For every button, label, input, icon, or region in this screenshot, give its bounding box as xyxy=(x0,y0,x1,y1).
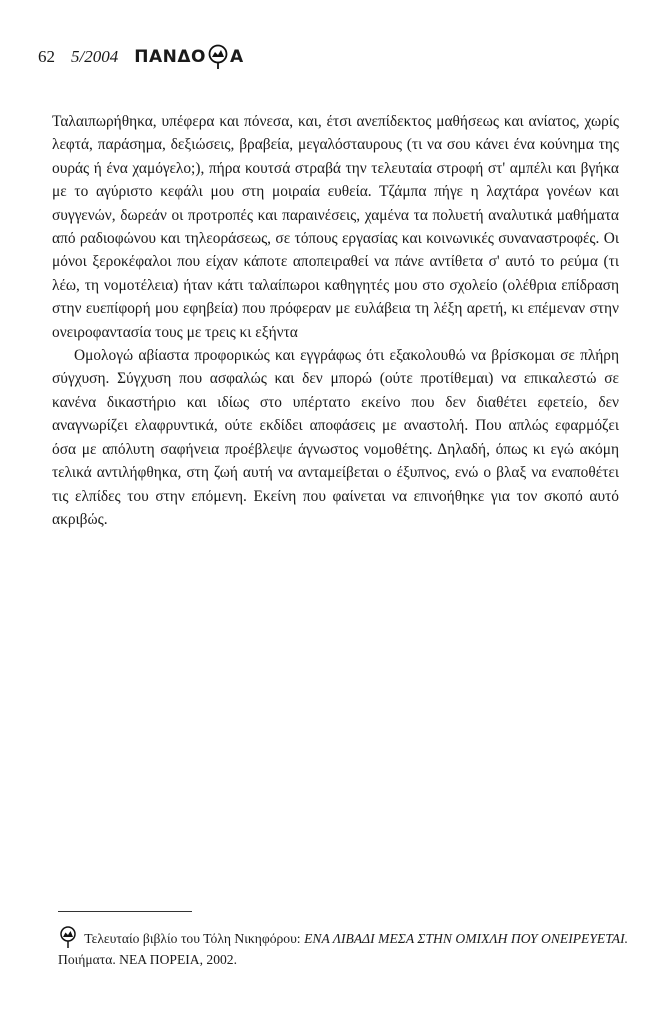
footnote-divider xyxy=(58,911,192,912)
footnote xyxy=(58,926,628,970)
footnote-book-title: ΕΝΑ ΛΙΒΑΔΙ ΜΕΣΑ ΣΤΗΝ ΟΜΙΧΛΗ ΠΟΥ ΟΝΕΙΡΕΥΕΤΑΙ. xyxy=(304,931,628,946)
page-number: 62 xyxy=(38,47,55,66)
pandora-logo-icon xyxy=(58,926,78,948)
article-body xyxy=(52,110,619,531)
pandora-logo-icon xyxy=(207,44,229,70)
magazine-title xyxy=(134,44,243,70)
magazine-title-right: Α xyxy=(229,47,244,67)
footnote-lead: Τελευταίο βιβλίο του Τόλη Νικηφόρου: xyxy=(84,931,301,946)
magazine-title-left: ΠΑΝΔΟ xyxy=(134,47,206,67)
paragraph: Ταλαιπωρήθηκα, υπέφερα και πόνεσα, και, έτσι ανεπίδεκτος μαθήσεως και ανίατος, χωρίς λεφτά, παράσημα, δεξιώσεις, βραβεία, μεγαλόσταυρους (τι να σου κάνει ένα κούνημα της ουράς ή ένα χαμόγελο;), πήρα κουτσά στραβά την τελευταία στροφή στ' αμπέλι και βγήκα με το αγύριστο κεφάλι μου στη μοιραία ευθεία. Τζάμπα πήγε η λαχτάρα γονέων και συγγενών, δωρεάν οι προτροπές και παραινέσεις, χαμένα τα πολυετή αναλυτικά μαθήματα από ραδιοφώνου και τηλεοράσεως, σε τόπους εργασίας και κοινωνικές συναναστροφές. Οι μόνοι ξεροκέφαλοι που είχαν κάποτε αποπειραθεί να πάνε αντίθετα σ' αυτό το ρεύμα (τι λέω, τη νομοτέλεια) ήταν κάτι ταλαίπωροι καθηγητές μου στο σχολείο (ολέθρια επίδραση στην ευεπίφορή μου εφηβεία) που πρόφεραν με ευλάβεια τη λέξη αρετή, κι επέμεναν στην ονειροφαντασία τους με τρεις κι εξήντα xyxy=(52,113,619,341)
paragraph: Ομολογώ αβίαστα προφορικώς και εγγράφως ότι εξακολουθώ να βρίσκομαι σε πλήρη σύγχυση. Σύγχυση που ασφαλώς και δεν μπορώ (ούτε προτίθεμαι) να επικαλεστώ σε κανένα δικαστήριο και ιδίως στο υπέρτατο εκείνο που δεν διαθέτει εφετείο, δεν αναγνωρίζει ελαφρυντικά, ούτε εκδίδει αποφάσεις με αναστολή. Που απλώς εφαρμόζει όσα με απόλυτη σαφήνεια προέβλεψε άγνωστος νομοθέτης. Δηλαδή, όπως κι εγώ ακόμη τελικά αντιλήφθηκα, στη ζωή αυτή να ανταμείβεται ο έξυπνος, ενώ ο βλαξ να εναποθέτει τις ελπίδες του στην επόμενη. Εκείνη που φαίνεται να επινοήθηκε για τον σκοπό αυτό ακριβώς. xyxy=(52,347,619,528)
running-header xyxy=(38,44,244,70)
issue-number: 5/2004 xyxy=(71,47,119,66)
footnote-tail: Ποιήματα. ΝΕΑ ΠΟΡΕΙΑ, 2002. xyxy=(58,952,237,967)
